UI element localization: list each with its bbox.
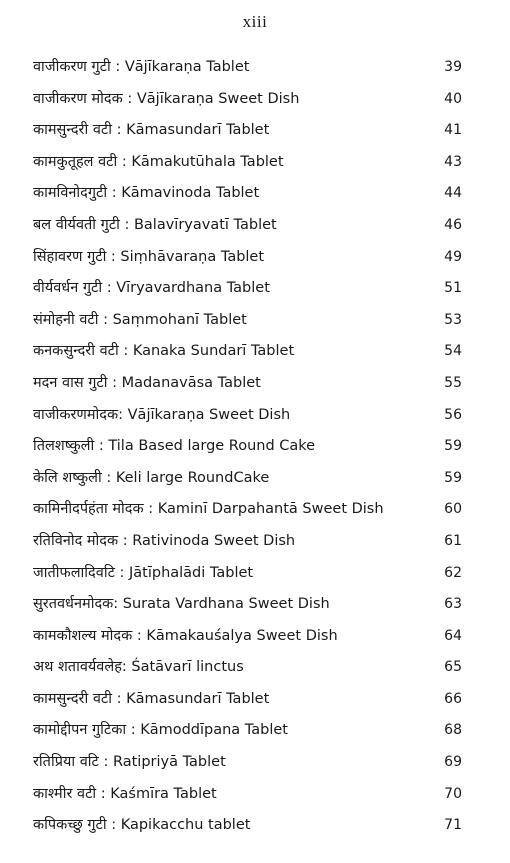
toc-entry-page: 63 [444,596,462,613]
toc-entry-page: 39 [444,59,462,75]
toc-entry-page: 59 [444,469,462,486]
toc-entry-title: कामकौशल्य मोदक : Kāmakauśalya Sweet Dish [33,627,338,644]
toc-entry [0,336,510,368]
toc-entry-page: 70 [444,785,462,802]
toc-entry-title: केलि शष्कुली : Keli large RoundCake [33,469,270,486]
toc-entry-title: कनकसुन्दरी वटी : Kanaka Sundarī Tablet [33,343,295,360]
toc-entry [0,589,510,621]
toc-entry-page: 55 [444,374,462,391]
toc-entry-page: 64 [444,627,462,644]
toc-entry [0,242,510,274]
toc-entry-page: 51 [444,280,462,297]
toc-entry-title: कामिनीदर्पहंता मोदक : Kaminī Darpahantā Sweet Dish [33,501,384,518]
toc-entry [0,147,510,179]
toc-entry-page: 46 [444,216,462,233]
toc-entry-page: 44 [444,185,462,202]
toc-entry-title: संमोहनी वटी : Saṃmohanī Tablet [33,311,247,328]
toc-entry-title: मदन वास गुटी : Madanavāsa Tablet [33,374,261,391]
table-of-contents [0,52,510,842]
toc-entry [0,526,510,558]
toc-entry-title: कामकुतूहल वटी : Kāmakutūhala Tablet [33,153,284,170]
toc-entry-page: 65 [444,659,462,676]
toc-entry-title: रतिविनोद मोदक : Rativinoda Sweet Dish [33,532,296,549]
toc-entry [0,52,510,84]
toc-entry [0,400,510,432]
toc-entry-title: कामविनोदगुटी : Kāmavinoda Tablet [33,185,260,202]
toc-entry-title: कपिकच्छु गुटी : Kapikacchu tablet [33,817,251,834]
toc-entry-title: कामसुन्दरी वटी : Kāmasundarī Tablet [33,690,270,707]
toc-entry [0,210,510,242]
page-number: xiii [242,12,268,31]
toc-entry [0,273,510,305]
toc-entry-title: वाजीकरण गुटी : Vājīkaraṇa Tablet [33,59,250,75]
toc-entry [0,178,510,210]
toc-entry [0,779,510,811]
toc-entry-page: 62 [444,564,462,581]
toc-entry [0,494,510,526]
toc-entry [0,715,510,747]
toc-entry-page: 59 [444,438,462,455]
toc-entry-page: 68 [444,722,462,739]
toc-entry-page: 53 [444,311,462,328]
toc-entry-title: जातीफलादिवटि : Jātīphalādi Tablet [33,564,254,581]
toc-entry [0,747,510,779]
toc-entry-page: 40 [444,90,462,107]
toc-entry-page: 49 [444,248,462,265]
toc-entry-title: वीर्यवर्धन गुटी : Vīryavardhana Tablet [33,280,270,297]
toc-entry-page: 41 [444,122,462,139]
toc-entry-title: बल वीर्यवती गुटी : Balavīryavatī Tablet [33,216,277,233]
toc-entry-page: 61 [444,532,462,549]
toc-entry-title: वाजीकरण मोदक : Vājīkaraṇa Sweet Dish [33,90,300,107]
toc-entry-page: 54 [444,343,462,360]
toc-entry-page: 69 [444,754,462,771]
toc-entry [0,621,510,653]
toc-entry-title: तिलशष्कुली : Tila Based large Round Cake [33,438,316,455]
toc-entry-title: सिंहावरण गुटी : Siṃhāvaraṇa Tablet [33,248,265,265]
toc-entry-page: 43 [444,153,462,170]
toc-entry-title: कामसुन्दरी वटी : Kāmasundarī Tablet [33,122,270,139]
toc-entry-page: 56 [444,406,462,423]
toc-entry-page: 66 [444,690,462,707]
toc-entry [0,652,510,684]
toc-entry [0,368,510,400]
toc-entry-title: काश्मीर वटी : Kaśmīra Tablet [33,785,217,802]
toc-entry [0,84,510,116]
toc-entry [0,431,510,463]
toc-entry-page: 60 [444,501,462,518]
toc-entry [0,558,510,590]
toc-entry-title: कामोद्दीपन गुटिका : Kāmoddīpana Tablet [33,722,288,739]
toc-entry-title: अथ शतावर्यवलेह: Śatāvarī linctus [33,659,244,676]
toc-entry [0,810,510,842]
toc-entry-page: 71 [444,817,462,834]
toc-entry [0,463,510,495]
toc-entry-title: सुरतवर्धनमोदक: Surata Vardhana Sweet Dish [33,596,330,613]
toc-entry-title: रतिप्रिया वटि : Ratipriyā Tablet [33,754,226,771]
toc-entry-title: वाजीकरणमोदक: Vājīkaraṇa Sweet Dish [33,406,291,423]
toc-entry [0,115,510,147]
toc-entry [0,305,510,337]
toc-entry [0,684,510,716]
